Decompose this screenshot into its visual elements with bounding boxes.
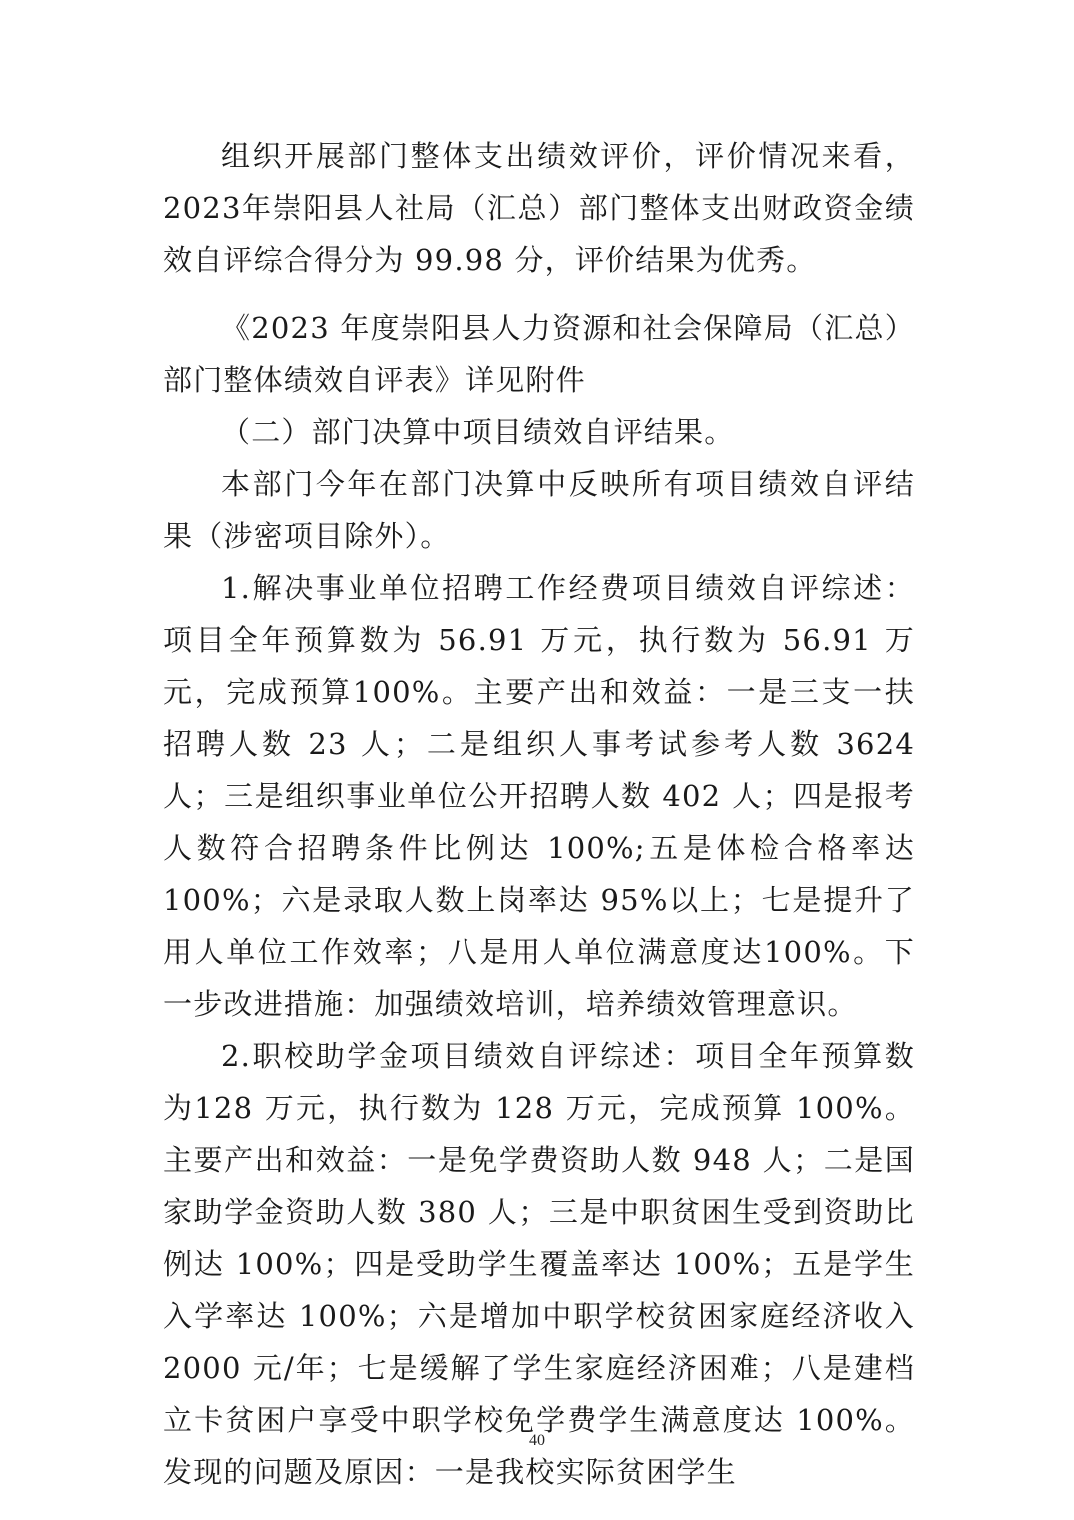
paragraph-attachment-note: 《2023 年度崇阳县人力资源和社会保障局（汇总）部门整体绩效自评表》详见附件 [163, 311, 915, 397]
paragraph-project-2: 2.职校助学金项目绩效自评综述：项目全年预算数为128 万元，执行数为 128 万元，完成预算 100%。主要产出和效益：一是免学费资助人数 948 人；二是国家助学金资助人数 380 人；三是中职贫困生受到资助比例达 100%；四是受助学生覆盖率达 100%；五是学生入学率达 100%；六是增加中职学校贫困家庭经济收入 2000 元/年；七是缓解了学生家庭经济困难；八是建档立卡贫困户享受中职学校免学费学生满意度达 100%。发现的问题及原因：一是我校实际贫困学生 [163, 1039, 915, 1489]
body-text [163, 130, 915, 1498]
paragraph-project-1: 1.解决事业单位招聘工作经费项目绩效自评综述：项目全年预算数为 56.91 万元，执行数为 56.91 万元，完成预算100%。主要产出和效益：一是三支一扶招聘人数 23 人；二是组织人事考试参考人数 3624 人；三是组织事业单位公开招聘人数 402 人；四是报考人数符合招聘条件比例达 100%;五是体检合格率达 100%；六是录取人数上岗率达 95%以上；七是提升了用人单位工作效率；八是用人单位满意度达100%。下一步改进措施：加强绩效培训，培养绩效管理意识。 [163, 571, 915, 1021]
page-number: 40 [529, 1432, 545, 1449]
section-heading-project-results: （二）部门决算中项目绩效自评结果。 [221, 415, 735, 449]
paragraph-project-scope: 本部门今年在部门决算中反映所有项目绩效自评结果（涉密项目除外）。 [163, 467, 915, 553]
paragraph-evaluation-summary: 组织开展部门整体支出绩效评价，评价情况来看，2023年崇阳县人社局（汇总）部门整体支出财政资金绩效自评综合得分为 99.98 分，评价结果为优秀。 [163, 139, 915, 277]
